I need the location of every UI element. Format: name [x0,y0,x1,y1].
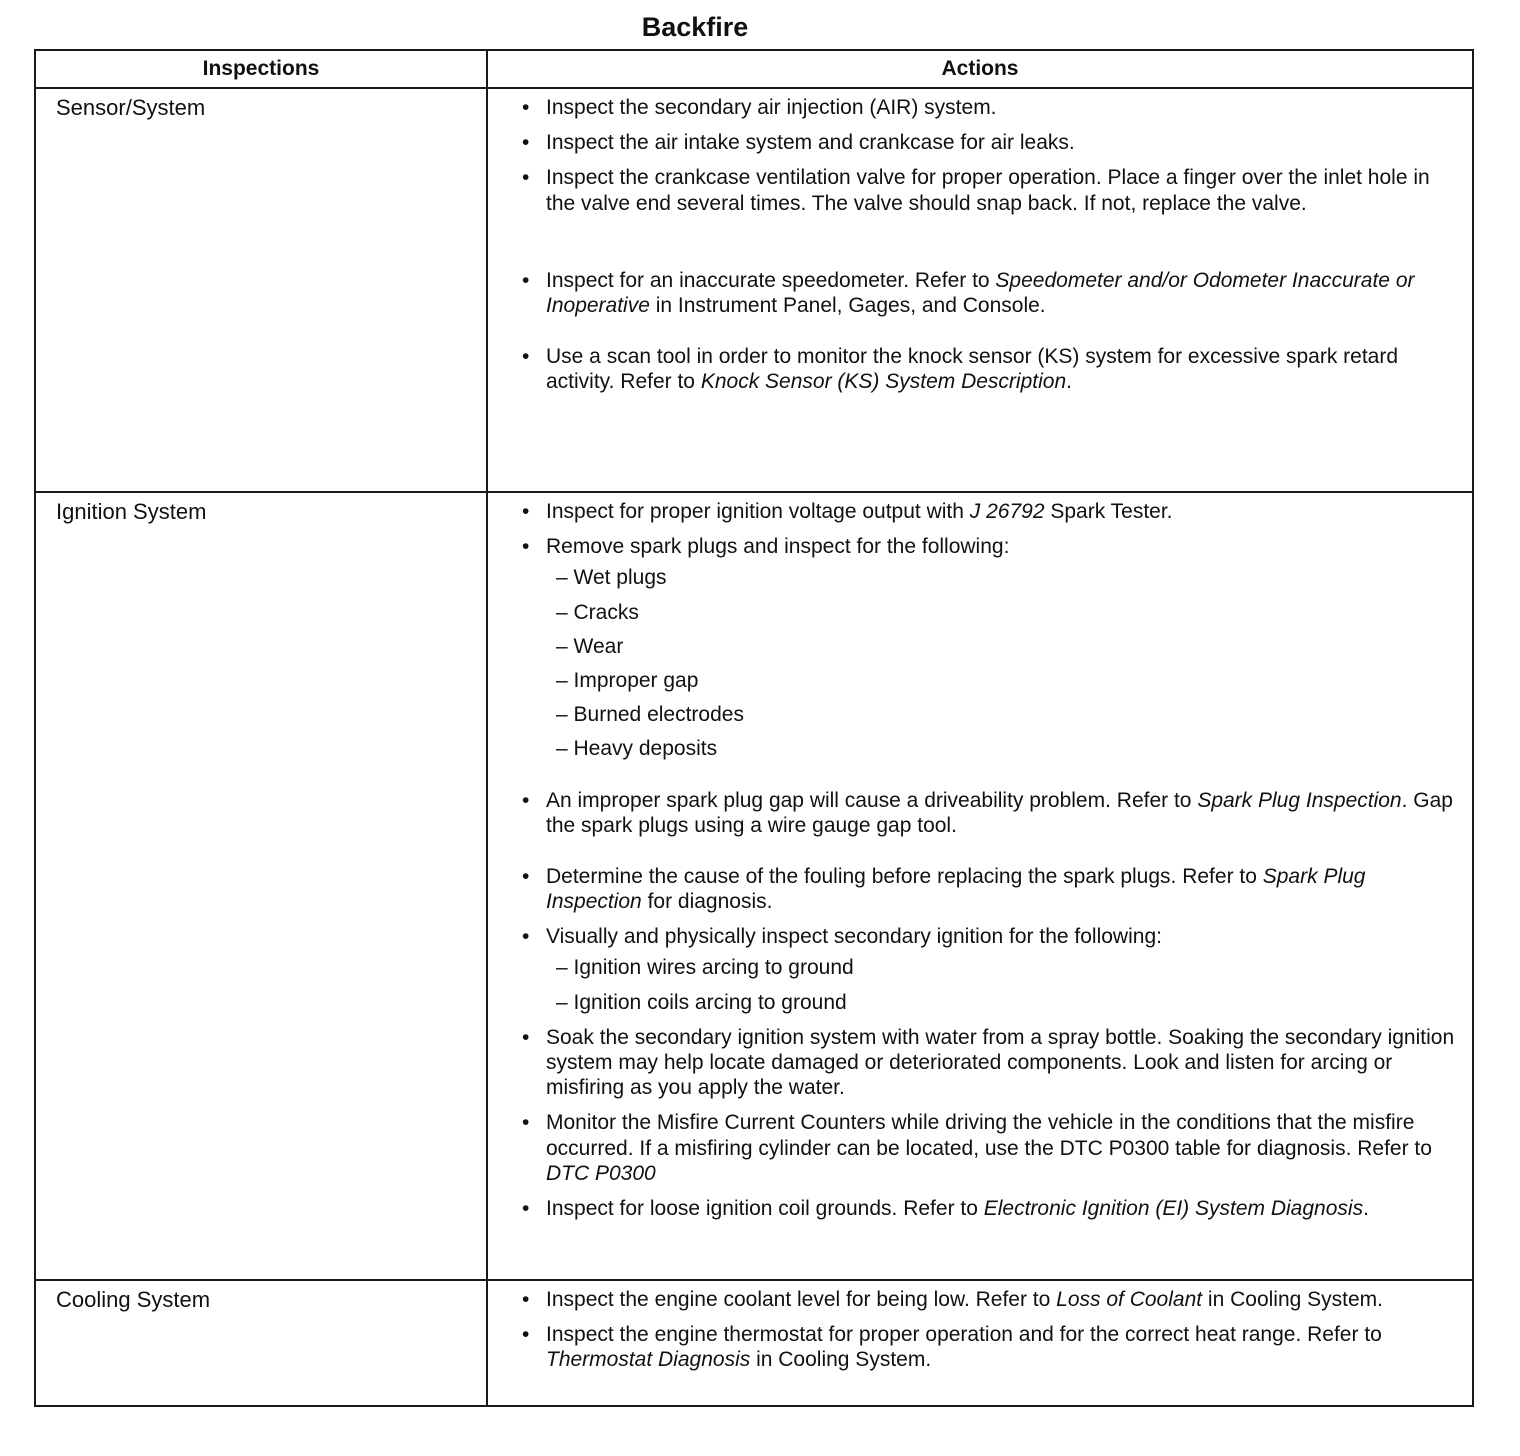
sub-item: – Improper gap [556,668,1458,693]
action-item: • Inspect for proper ignition voltage output with J 26792 Spark Tester. [522,499,1458,524]
backfire-table [34,49,1474,1407]
table-row [35,88,1473,492]
action-item: • Inspect the engine coolant level for being low. Refer to Loss of Coolant in Cooling System. [522,1287,1458,1312]
table-row [35,1280,1473,1406]
action-item: • Use a scan tool in order to monitor the knock sensor (KS) system for excessive spark retard activity. Refer to Knock Sensor (KS) System Description. [522,344,1458,394]
inspection-cell: Ignition System [35,492,487,1280]
page-title: Backfire [641,12,749,42]
header-actions: Actions [487,50,1473,88]
sub-item: – Heavy deposits [556,736,1458,761]
reference: DTC P0300 [546,1161,656,1185]
action-item: • Inspect the secondary air injection (AIR) system. [522,95,1458,120]
inspection-cell: Cooling System [35,1280,487,1406]
sub-item: – Ignition coils arcing to ground [556,990,1458,1015]
reference: Spark Plug Inspection [1197,788,1402,812]
actions-cell [487,1280,1473,1406]
reference: Loss of Coolant [1056,1288,1203,1311]
reference: Electronic Ignition (EI) System Diagnosis [983,1196,1364,1220]
header-row [35,50,1473,88]
actions-cell [487,492,1473,1280]
action-item: • Determine the cause of the fouling before replacing the spark plugs. Refer to Spark Plug Inspection for diagnosis. [522,864,1458,914]
reference: Spark Plug Inspection [546,864,1366,914]
sub-item: – Burned electrodes [556,702,1458,727]
action-item: • Inspect for an inaccurate speedometer. Refer to Speedometer and/or Odometer Inaccurate or Inoperative in Instrument Panel, Gages, and Console. [522,268,1458,318]
reference: Thermostat Diagnosis [546,1348,751,1372]
action-item: • Inspect the crankcase ventilation valve for proper operation. Place a finger over the inlet hole in the valve end several times. The valve should snap back. If not, replace the valve. [522,165,1458,215]
action-item: • Inspect the air intake system and crankcase for air leaks. [522,130,1458,155]
sub-item: – Ignition wires arcing to ground [556,955,1458,980]
reference: J 26792 [969,500,1045,523]
action-item: • Soak the secondary ignition system with water from a spray bottle. Soaking the secondary ignition system may help locate damaged or deteriorated components. Look and listen for arcing or misfiring as you apply the water. [522,1025,1458,1101]
sub-item: – Cracks [556,600,1458,625]
header-inspections: Inspections [35,50,487,88]
sub-item: – Wear [556,634,1458,659]
action-item: • An improper spark plug gap will cause a driveability problem. Refer to Spark Plug Inspection. Gap the spark plugs using a wire gauge gap tool. [522,788,1458,838]
action-item: • Inspect the engine thermostat for proper operation and for the correct heat range. Refer to Thermostat Diagnosis in Cooling System. [522,1322,1458,1372]
table-row [35,492,1473,1280]
actions-cell [487,88,1473,492]
action-item: • Visually and physically inspect secondary ignition for the following: – Ignition wires arcing to ground – Ignition coils arcing to ground [522,924,1458,1015]
reference: Speedometer and/or Odometer Inaccurate or Inoperative [546,268,1415,317]
inspection-cell: Sensor/System [35,88,487,492]
sub-item: – Wet plugs [556,565,1458,590]
reference: Knock Sensor (KS) System Description [700,370,1067,394]
action-item: • Remove spark plugs and inspect for the following: – Wet plugs – Cracks – Wear – Improper gap – Burned electrodes – Heavy deposits [522,534,1458,761]
action-item: • Inspect for loose ignition coil grounds. Refer to Electronic Ignition (EI) System Diagnosis. [522,1196,1458,1221]
action-item: • Monitor the Misfire Current Counters while driving the vehicle in the conditions that the misfire occurred. If a misfiring cylinder can be located, use the DTC P0300 table for diagnosis. Refer to DTC P0300 [522,1110,1458,1186]
